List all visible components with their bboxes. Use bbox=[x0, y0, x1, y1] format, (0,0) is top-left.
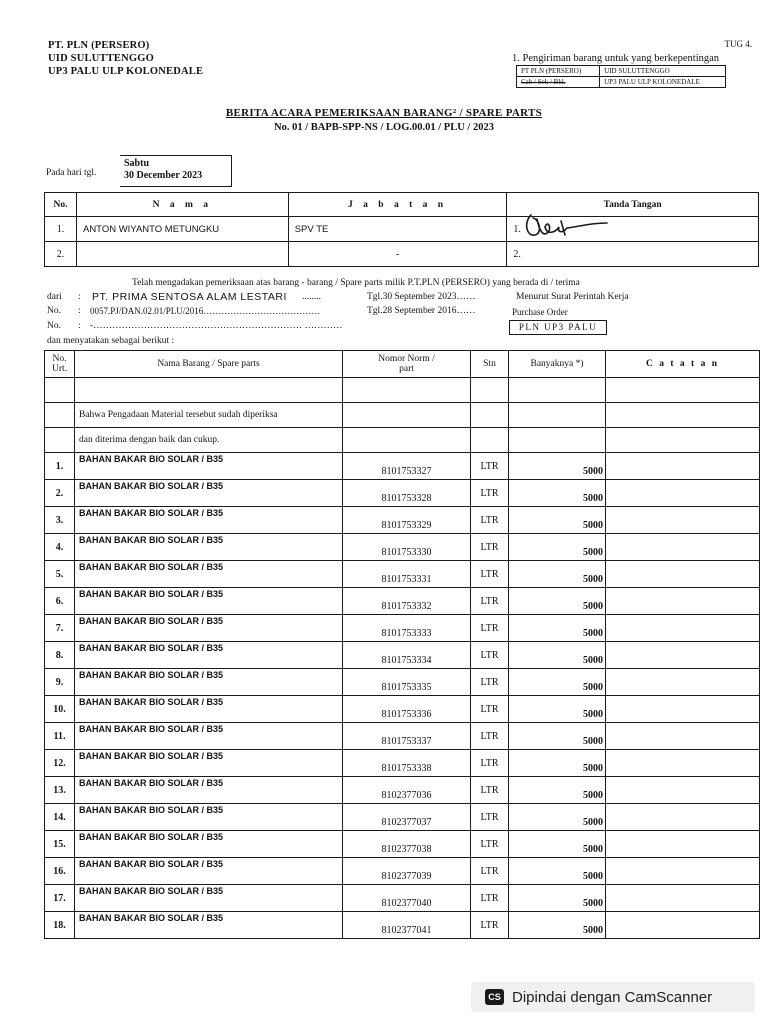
item-name: BAHAN BAKAR BIO SOLAR / B35 bbox=[75, 777, 343, 804]
date-label: Pada hari tgl. bbox=[46, 168, 97, 178]
distribution-cell: UID SULUTTENGGO bbox=[600, 66, 726, 77]
item-no: 9. bbox=[45, 669, 75, 696]
items-header-stn: Stn bbox=[471, 351, 509, 378]
number-date: Tgl.28 September 2016…… bbox=[367, 306, 476, 316]
document-title: BERITA ACARA PEMERIKSAAN BARANG² / SPARE PARTS bbox=[225, 107, 543, 119]
item-no: 15. bbox=[45, 831, 75, 858]
item-note bbox=[606, 723, 760, 750]
item-note bbox=[606, 534, 760, 561]
item-no: 1. bbox=[45, 453, 75, 480]
item-quantity: 5000 bbox=[509, 723, 606, 750]
signer-name: ANTON WIYANTO METUNGKU bbox=[76, 217, 288, 242]
signers-header-position: J a b a t a n bbox=[288, 193, 507, 217]
item-no: 5. bbox=[45, 561, 75, 588]
statement-closing: dan menyatakan sebagai berikut : bbox=[47, 336, 175, 346]
item-name: BAHAN BAKAR BIO SOLAR / B35 bbox=[75, 669, 343, 696]
item-row bbox=[45, 480, 760, 507]
number-value: 0057.PJ/DAN.02.01/PLU/2016………………………………… bbox=[90, 306, 321, 316]
item-row bbox=[45, 912, 760, 939]
item-name: BAHAN BAKAR BIO SOLAR / B35 bbox=[75, 912, 343, 939]
item-quantity: 5000 bbox=[509, 480, 606, 507]
statement-text: Telah mengadakan pemeriksaan atas barang - barang / Spare parts milik P.T.PLN (PERSERO) yang berada di / terima bbox=[132, 278, 580, 288]
item-name: BAHAN BAKAR BIO SOLAR / B35 bbox=[75, 453, 343, 480]
number-2-colon: : bbox=[78, 321, 81, 331]
item-unit: LTR bbox=[471, 723, 509, 750]
blank-row bbox=[45, 378, 760, 403]
item-quantity: 5000 bbox=[509, 804, 606, 831]
item-no: 11. bbox=[45, 723, 75, 750]
item-unit: LTR bbox=[471, 480, 509, 507]
items-header-norm: Nomor Norm / part bbox=[343, 351, 471, 378]
item-no: 12. bbox=[45, 750, 75, 777]
note-line-1: Bahwa Pengadaan Material tersebut sudah diperiksa bbox=[75, 403, 343, 428]
item-no: 10. bbox=[45, 696, 75, 723]
item-name: BAHAN BAKAR BIO SOLAR / B35 bbox=[75, 561, 343, 588]
item-row bbox=[45, 615, 760, 642]
item-unit: LTR bbox=[471, 831, 509, 858]
item-unit: LTR bbox=[471, 561, 509, 588]
items-header-note: C a t a t a n bbox=[606, 351, 760, 378]
item-row bbox=[45, 804, 760, 831]
item-note bbox=[606, 453, 760, 480]
item-norm-number: 8102377040 bbox=[343, 885, 471, 912]
item-quantity: 5000 bbox=[509, 858, 606, 885]
item-row bbox=[45, 831, 760, 858]
camscanner-text: Dipindai dengan CamScanner bbox=[512, 988, 713, 1006]
item-row bbox=[45, 534, 760, 561]
distribution-cell: Cab / Sek / Bkl. bbox=[517, 77, 600, 88]
item-no: 2. bbox=[45, 480, 75, 507]
item-no: 13. bbox=[45, 777, 75, 804]
item-row bbox=[45, 723, 760, 750]
item-row bbox=[45, 696, 760, 723]
number-2-value: -………………………………………………………… ………… bbox=[90, 321, 343, 331]
signature-scribble bbox=[517, 209, 617, 243]
item-norm-number: 8102377039 bbox=[343, 858, 471, 885]
items-header-name: Nama Barang / Spare parts bbox=[75, 351, 343, 378]
signer-position: - bbox=[288, 242, 507, 267]
signer-row bbox=[45, 242, 759, 267]
item-name: BAHAN BAKAR BIO SOLAR / B35 bbox=[75, 696, 343, 723]
item-unit: LTR bbox=[471, 588, 509, 615]
item-norm-number: 8102377036 bbox=[343, 777, 471, 804]
item-unit: LTR bbox=[471, 453, 509, 480]
item-note bbox=[606, 480, 760, 507]
signers-header-no: No. bbox=[45, 193, 77, 217]
item-note bbox=[606, 696, 760, 723]
item-name: BAHAN BAKAR BIO SOLAR / B35 bbox=[75, 507, 343, 534]
item-unit: LTR bbox=[471, 777, 509, 804]
item-norm-number: 8101753335 bbox=[343, 669, 471, 696]
from-date: Tgl.30 September 2023…… bbox=[367, 292, 476, 302]
signers-table bbox=[44, 192, 759, 267]
item-name: BAHAN BAKAR BIO SOLAR / B35 bbox=[75, 642, 343, 669]
from-value: PT. PRIMA SENTOSA ALAM LESTARI bbox=[92, 291, 287, 303]
item-norm-number: 8101753330 bbox=[343, 534, 471, 561]
item-quantity: 5000 bbox=[509, 885, 606, 912]
item-no: 6. bbox=[45, 588, 75, 615]
item-norm-number: 8101753336 bbox=[343, 696, 471, 723]
date-box bbox=[120, 155, 232, 187]
item-norm-number: 8102377041 bbox=[343, 912, 471, 939]
camscanner-logo-icon: CS bbox=[485, 989, 504, 1005]
item-row bbox=[45, 642, 760, 669]
signer-no: 2. bbox=[45, 242, 77, 267]
item-quantity: 5000 bbox=[509, 831, 606, 858]
item-name: BAHAN BAKAR BIO SOLAR / B35 bbox=[75, 723, 343, 750]
camscanner-badge bbox=[471, 982, 755, 1012]
item-norm-number: 8101753331 bbox=[343, 561, 471, 588]
item-row bbox=[45, 885, 760, 912]
item-row bbox=[45, 750, 760, 777]
item-name: BAHAN BAKAR BIO SOLAR / B35 bbox=[75, 534, 343, 561]
distribution-table bbox=[516, 65, 726, 88]
item-norm-number: 8102377037 bbox=[343, 804, 471, 831]
item-unit: LTR bbox=[471, 750, 509, 777]
item-note bbox=[606, 669, 760, 696]
from-dots: ........ bbox=[302, 292, 321, 302]
number-label: No. bbox=[47, 306, 61, 316]
item-unit: LTR bbox=[471, 669, 509, 696]
item-row bbox=[45, 561, 760, 588]
item-quantity: 5000 bbox=[509, 777, 606, 804]
item-row bbox=[45, 588, 760, 615]
note-line-2: dan diterima dengan baik dan cukup. bbox=[75, 428, 343, 453]
item-note bbox=[606, 912, 760, 939]
number-2-label: No. bbox=[47, 321, 61, 331]
item-norm-number: 8101753334 bbox=[343, 642, 471, 669]
distribution-cell: UP3 PALU ULP KOLONEDALE bbox=[600, 77, 726, 88]
item-norm-number: 8101753328 bbox=[343, 480, 471, 507]
item-note bbox=[606, 507, 760, 534]
item-quantity: 5000 bbox=[509, 561, 606, 588]
date-value: 30 December 2023 bbox=[124, 170, 203, 181]
item-quantity: 5000 bbox=[509, 669, 606, 696]
note-row bbox=[45, 428, 760, 453]
item-norm-number: 8102377038 bbox=[343, 831, 471, 858]
item-unit: LTR bbox=[471, 885, 509, 912]
item-no: 14. bbox=[45, 804, 75, 831]
item-unit: LTR bbox=[471, 534, 509, 561]
org-line-3: UP3 PALU ULP KOLONEDALE bbox=[48, 66, 204, 77]
item-quantity: 5000 bbox=[509, 912, 606, 939]
item-norm-number: 8101753333 bbox=[343, 615, 471, 642]
from-reference: Menurut Surat Perintah Kerja bbox=[516, 292, 629, 302]
item-no: 16. bbox=[45, 858, 75, 885]
item-norm-number: 8101753332 bbox=[343, 588, 471, 615]
distribution-cell: PT PLN (PERSERO) bbox=[517, 66, 600, 77]
item-name: BAHAN BAKAR BIO SOLAR / B35 bbox=[75, 480, 343, 507]
item-no: 4. bbox=[45, 534, 75, 561]
items-header-no: No. Urt. bbox=[45, 351, 75, 378]
item-unit: LTR bbox=[471, 642, 509, 669]
item-norm-number: 8101753327 bbox=[343, 453, 471, 480]
distribution-label: 1. Pengiriman barang untuk yang berkepentingan bbox=[512, 53, 720, 64]
signature-cell bbox=[507, 217, 759, 242]
signers-header-signature: Tanda Tangan bbox=[507, 193, 759, 217]
item-note bbox=[606, 777, 760, 804]
item-row bbox=[45, 453, 760, 480]
item-note bbox=[606, 642, 760, 669]
signers-header-name: N a m a bbox=[76, 193, 288, 217]
location-box: PLN UP3 PALU bbox=[509, 320, 607, 335]
item-row bbox=[45, 669, 760, 696]
item-note bbox=[606, 750, 760, 777]
item-row bbox=[45, 858, 760, 885]
signer-row bbox=[45, 217, 759, 242]
item-note bbox=[606, 858, 760, 885]
item-quantity: 5000 bbox=[509, 453, 606, 480]
signature-no: 1. bbox=[513, 223, 521, 235]
number-reference: Purchase Order bbox=[512, 307, 568, 317]
item-note bbox=[606, 615, 760, 642]
signature-no: 2. bbox=[507, 242, 759, 267]
item-quantity: 5000 bbox=[509, 507, 606, 534]
signer-position: SPV TE bbox=[288, 217, 507, 242]
org-line-2: UID SULUTTENGGO bbox=[48, 53, 154, 64]
from-colon: : bbox=[78, 292, 81, 302]
item-unit: LTR bbox=[471, 858, 509, 885]
item-norm-number: 8101753337 bbox=[343, 723, 471, 750]
item-name: BAHAN BAKAR BIO SOLAR / B35 bbox=[75, 831, 343, 858]
org-line-1: PT. PLN (PERSERO) bbox=[48, 40, 150, 51]
item-note bbox=[606, 885, 760, 912]
from-label: dari bbox=[47, 292, 62, 302]
item-name: BAHAN BAKAR BIO SOLAR / B35 bbox=[75, 588, 343, 615]
item-note bbox=[606, 804, 760, 831]
form-code: TUG 4. bbox=[724, 39, 752, 49]
item-no: 18. bbox=[45, 912, 75, 939]
item-name: BAHAN BAKAR BIO SOLAR / B35 bbox=[75, 750, 343, 777]
item-row bbox=[45, 777, 760, 804]
item-norm-number: 8101753338 bbox=[343, 750, 471, 777]
item-quantity: 5000 bbox=[509, 642, 606, 669]
item-note bbox=[606, 831, 760, 858]
item-no: 3. bbox=[45, 507, 75, 534]
item-no: 7. bbox=[45, 615, 75, 642]
item-unit: LTR bbox=[471, 912, 509, 939]
item-row bbox=[45, 507, 760, 534]
item-name: BAHAN BAKAR BIO SOLAR / B35 bbox=[75, 885, 343, 912]
item-note bbox=[606, 588, 760, 615]
item-quantity: 5000 bbox=[509, 696, 606, 723]
number-colon: : bbox=[78, 306, 81, 316]
item-unit: LTR bbox=[471, 507, 509, 534]
item-name: BAHAN BAKAR BIO SOLAR / B35 bbox=[75, 615, 343, 642]
item-name: BAHAN BAKAR BIO SOLAR / B35 bbox=[75, 804, 343, 831]
item-quantity: 5000 bbox=[509, 615, 606, 642]
item-norm-number: 8101753329 bbox=[343, 507, 471, 534]
item-quantity: 5000 bbox=[509, 588, 606, 615]
note-row bbox=[45, 403, 760, 428]
item-unit: LTR bbox=[471, 696, 509, 723]
signer-name bbox=[76, 242, 288, 267]
item-unit: LTR bbox=[471, 615, 509, 642]
item-no: 17. bbox=[45, 885, 75, 912]
item-quantity: 5000 bbox=[509, 534, 606, 561]
item-unit: LTR bbox=[471, 804, 509, 831]
item-name: BAHAN BAKAR BIO SOLAR / B35 bbox=[75, 858, 343, 885]
item-note bbox=[606, 561, 760, 588]
item-quantity: 5000 bbox=[509, 750, 606, 777]
date-day: Sabtu bbox=[124, 158, 150, 169]
item-no: 8. bbox=[45, 642, 75, 669]
items-header-qty: Banyaknya *) bbox=[509, 351, 606, 378]
items-table bbox=[44, 350, 760, 939]
document-number: No. 01 / BAPB-SPP-NS / LOG.00.01 / PLU / 2023 bbox=[274, 122, 494, 133]
signer-no: 1. bbox=[45, 217, 77, 242]
